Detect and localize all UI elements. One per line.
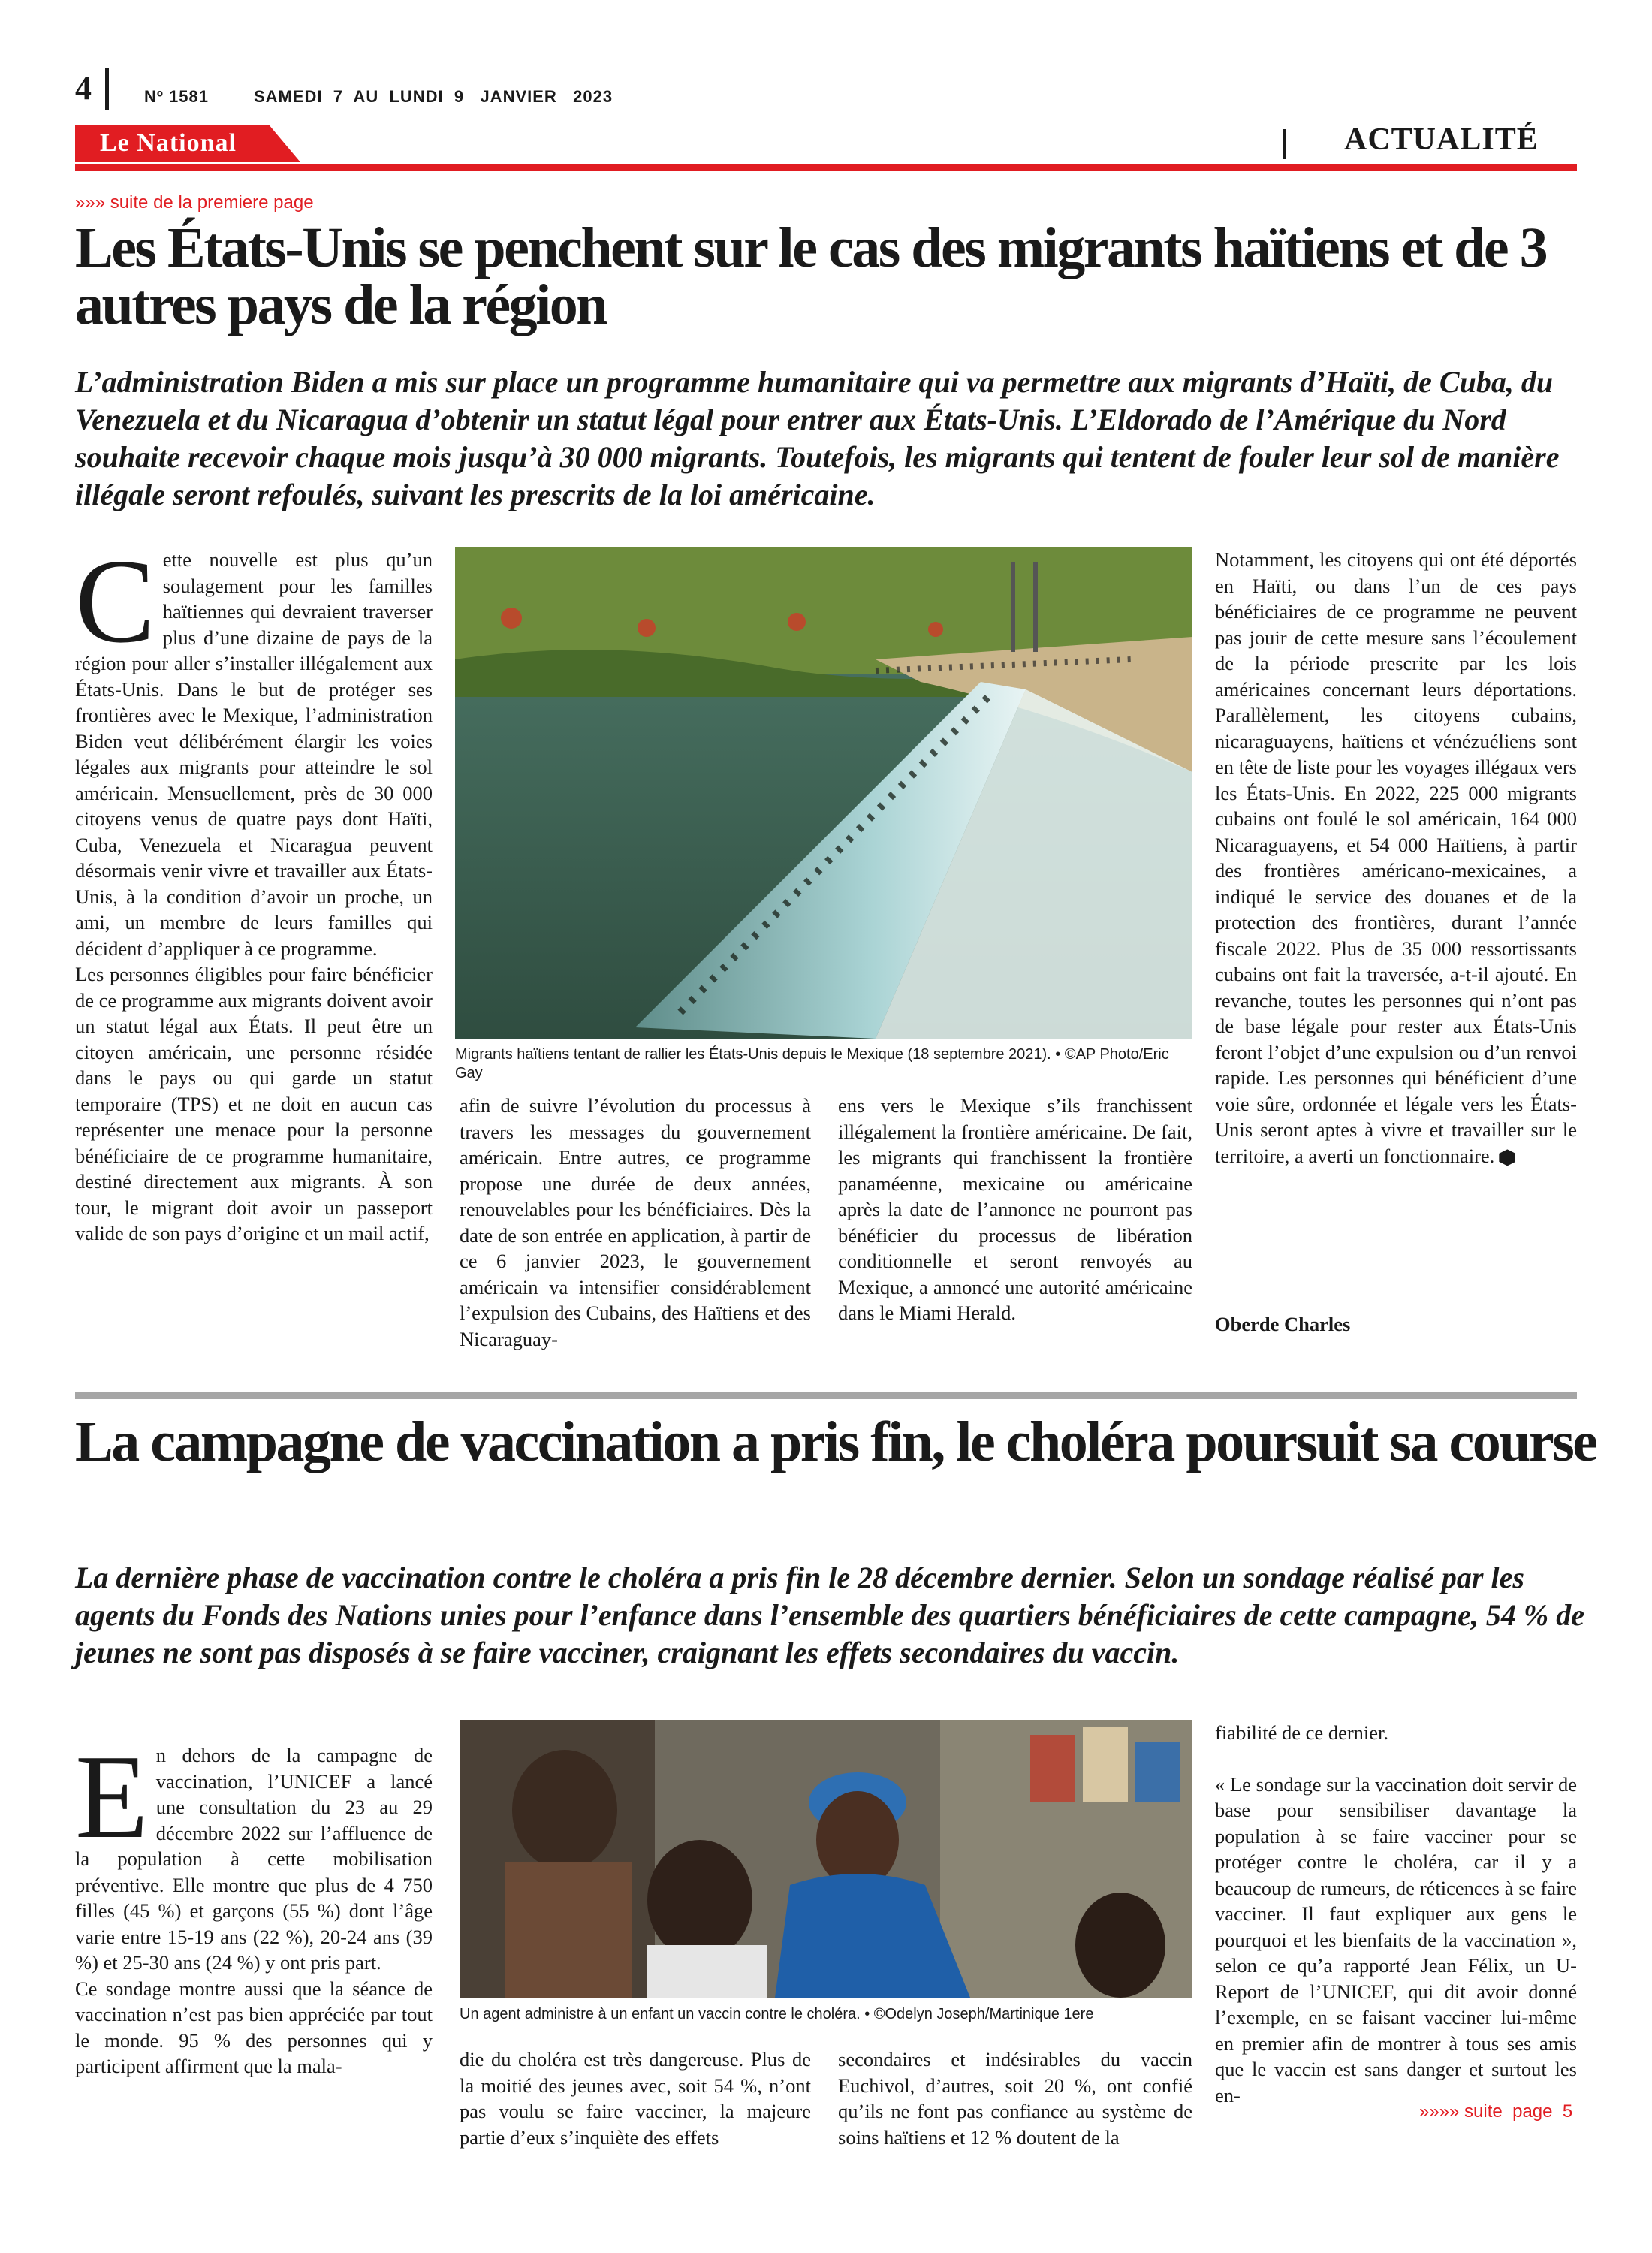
header-rule (75, 164, 1577, 171)
article1-byline: Oberde Charles (1215, 1313, 1351, 1335)
article1-dropcap: C (75, 534, 155, 668)
vaccination-photo (460, 1720, 1192, 1998)
article1-paragraph: Notamment, les citoyens qui ont été déportés en Haïti, ou dans l’un de ces pays bénéficiaires de ce programme ne peuvent pas jouir de cette mesure sans l’écoulement de la période prescrite par les lois américaines concernant leurs déportations. Parallèlement, les citoyens cubains, nicaraguayens, haïtiens et vénézuéliens sont en tête de liste pour les voyages illégaux vers les États-Unis. En 2022, 225 000 migrants cubains ont foulé le sol américain, 164 000 Nicaraguayens, et 54 000 Haïtiens, à partir des frontières américano-mexicaines, a indiqué le service des douanes et de la protection des frontières, durant l’année fiscale 2022. Plus de 35 000 ressortissants cubains ont fait la traversée, a-t-il ajouté. En revanche, toutes les personnes qui n’ont pas de base légale pour rester aux États-Unis feront l’objet d’une expulsion ou d’un renvoi rapide. Les personnes qui bénéficient d’une voie sûre, ordonnée et légale vers les États-Unis seront aptes à vivre et travailler sur le territoire, a averti un fonctionnaire. (1215, 548, 1577, 1167)
article1-title: Les États-Unis se penchent sur le cas des migrants haïtiens et de 3 autres pays de la région (75, 216, 1547, 336)
article1-standfirst: L’administration Biden a mis sur place un programme humanitaire qui va permettre aux migrants d’Haïti, de Cuba, du Venezuela et du Nicaragua d’obtenir un statut légal pour entrer aux États-Unis. L’Eldorado de l’Amérique du Nord souhaite recevoir chaque mois jusqu’à 30 000 migrants. Toutefois, les migrants qui tentent de fouler leur sol de manière illégale seront refoulés, suivant les prescrits de la loi américaine. (75, 365, 1560, 511)
article2-paragraph: Ce sondage montre aussi que la séance de vaccination n’est pas bien appréciée par tout le monde. 95 % des personnes qui y participent affirment que la mala- (75, 1977, 433, 2077)
article2-paragraph: fiabilité de ce dernier. (1215, 1721, 1389, 1744)
page-number: 4 (75, 70, 92, 107)
continued-to: »»»» suite page 5 (1419, 2101, 1573, 2122)
article2-paragraph: die du choléra est très dangereuse. Plus de la moitié des jeunes avec, soit 54 %, n’ont pas voulu se faire vacciner, la majeure partie d’eux s’inquiète des effets (460, 2048, 811, 2149)
article1-column-3 (838, 1093, 1192, 1326)
article1-column-1 (75, 534, 433, 1247)
article1-paragraph: ens vers le Mexique s’ils franchissent illégalement la frontière américaine. De fait, les migrants qui franchissent la frontière panaméenne, mexicaine ou américaine après la date de l’annonce ne pourront pas bénéficier du processus de libération conditionnelle et seront renvoyés au Mexique, a annoncé une autorité américaine dans le Miami Herald. (838, 1094, 1192, 1324)
article1-column-2 (460, 1093, 811, 1352)
article2-paragraph: « Le sondage sur la vaccination doit servir de base pour sensibiliser davantage la population à se faire vacciner pour se protéger contre le choléra, car il y a beaucoup de rumeurs, de réticences à se faire vacciner. Il faut expliquer aux gens le pourquoi et les bienfaits de la vaccination », selon ce qu’a rapporté Jean Félix, un U-Report de l’UNICEF, qui dit avoir donné l’exemple, en se faisant vacciner lui-même en premier afin de montrer à tous ses amis que le vaccin est sans danger et surtout les en- (1215, 1772, 1577, 2107)
article2-column-3 (838, 2046, 1192, 2150)
end-of-article-icon (1499, 1149, 1515, 1166)
article2-paragraph: secondaires et indésirables du vaccin Euchivol, d’autres, soit 20 %, ont confié qu’ils ne font pas confiance au système de soins haïtiens et 12 % doutent de la (838, 2048, 1192, 2149)
migrants-river-photo (455, 547, 1192, 1039)
article2-photo-caption: Un agent administre à un enfant un vaccin contre le choléra. • ©Odelyn Joseph/Martinique 1ere (460, 2006, 1094, 2022)
article2-column-2 (460, 2046, 811, 2150)
page-number-divider (105, 68, 109, 110)
article2-title: La campagne de vaccination a pris fin, le choléra poursuit sa course (75, 1410, 1596, 1473)
brand-name: Le National (100, 129, 237, 157)
article2-column-1 (75, 1730, 433, 2080)
section-label: ACTUALITÉ (1344, 122, 1539, 157)
article2-paragraph: n dehors de la campagne de vaccination, l’UNICEF a lancé une consultation du 23 au 29 décembre 2022 sur l’affluence de la population à cette mobilisation préventive. Elle montre que plus de 4 750 filles (45 %) et garçons (55 %) dont l’âge varie entre 15-19 ans (22 %), 20-24 ans (39 %) et 25-30 ans (24 %) y ont pris part. (75, 1744, 433, 1974)
article2-standfirst: La dernière phase de vaccination contre le choléra a pris fin le 28 décembre dernier. Selon un sondage réalisé par les agents du Fonds des Nations unies pour l’enfance dans l’ensemble des quartiers bénéficiaires de cette campagne, 54 % de jeunes ne sont pas disposés à se faire vacciner, craignant les effets secondaires du vaccin. (75, 1561, 1584, 1669)
article2-column-4 (1215, 1720, 1577, 2108)
section-divider (1283, 129, 1286, 159)
issue-date: SAMEDI 7 AU LUNDI 9 JANVIER 2023 (254, 87, 613, 106)
article2-dropcap: E (75, 1730, 149, 1863)
article1-paragraph: afin de suivre l’évolution du processus à travers les messages du gouvernement américain. Entre autres, ce programme propose une durée de deux années, renouvelables pour les bénéficiaires. Dès la date de son entrée en application, à partir de ce 6 janvier 2023, le gouvernement américain va intensifier considérablement l’expulsion des Cubains, des Haïtiens et des Nicaraguay- (460, 1094, 811, 1350)
article-separator (75, 1392, 1577, 1399)
continued-from: »»» suite de la premiere page (75, 192, 314, 213)
article1-paragraph: ette nouvelle est plus qu’un soulagement pour les familles haïtiennes qui devraient traverser plus d’une dizaine de pays de la région pour aller s’installer illégalement aux États-Unis. Dans le but de protéger ses frontières avec le Mexique, l’administration Biden veut délibérément élargir les voies légales aux migrants pour atteindre le sol américain. Mensuellement, près de 30 000 citoyens venus de quatre pays dont Haïti, Cuba, Venezuela et Nicaragua peuvent désormais venir vivre et travailler aux États-Unis, à la condition d’avoir un proche, un ami, un membre de leurs familles qui décident d’appliquer à ce programme. (75, 548, 433, 960)
article1-paragraph: Les personnes éligibles pour faire bénéficier de ce programme aux migrants doivent avoir un statut légal aux États. Il peut être un citoyen américain, une personne résidée dans le pays ou qui garde un statut temporaire (TPS) et ne doit en aucun cas représenter une menace pour la personne bénéficiaire de ce programme humanitaire, destiné directement aux migrants. À son tour, le migrant doit avoir un passeport valide de son pays d’origine et un mail actif, (75, 963, 433, 1244)
article1-column-4 (1215, 547, 1577, 1169)
issue-number: Nº 1581 (144, 87, 209, 106)
article1-photo-caption: Migrants haïtiens tentant de rallier les États-Unis depuis le Mexique (18 septembre 2021). • ©AP Photo/Eric Gay (455, 1046, 1169, 1081)
